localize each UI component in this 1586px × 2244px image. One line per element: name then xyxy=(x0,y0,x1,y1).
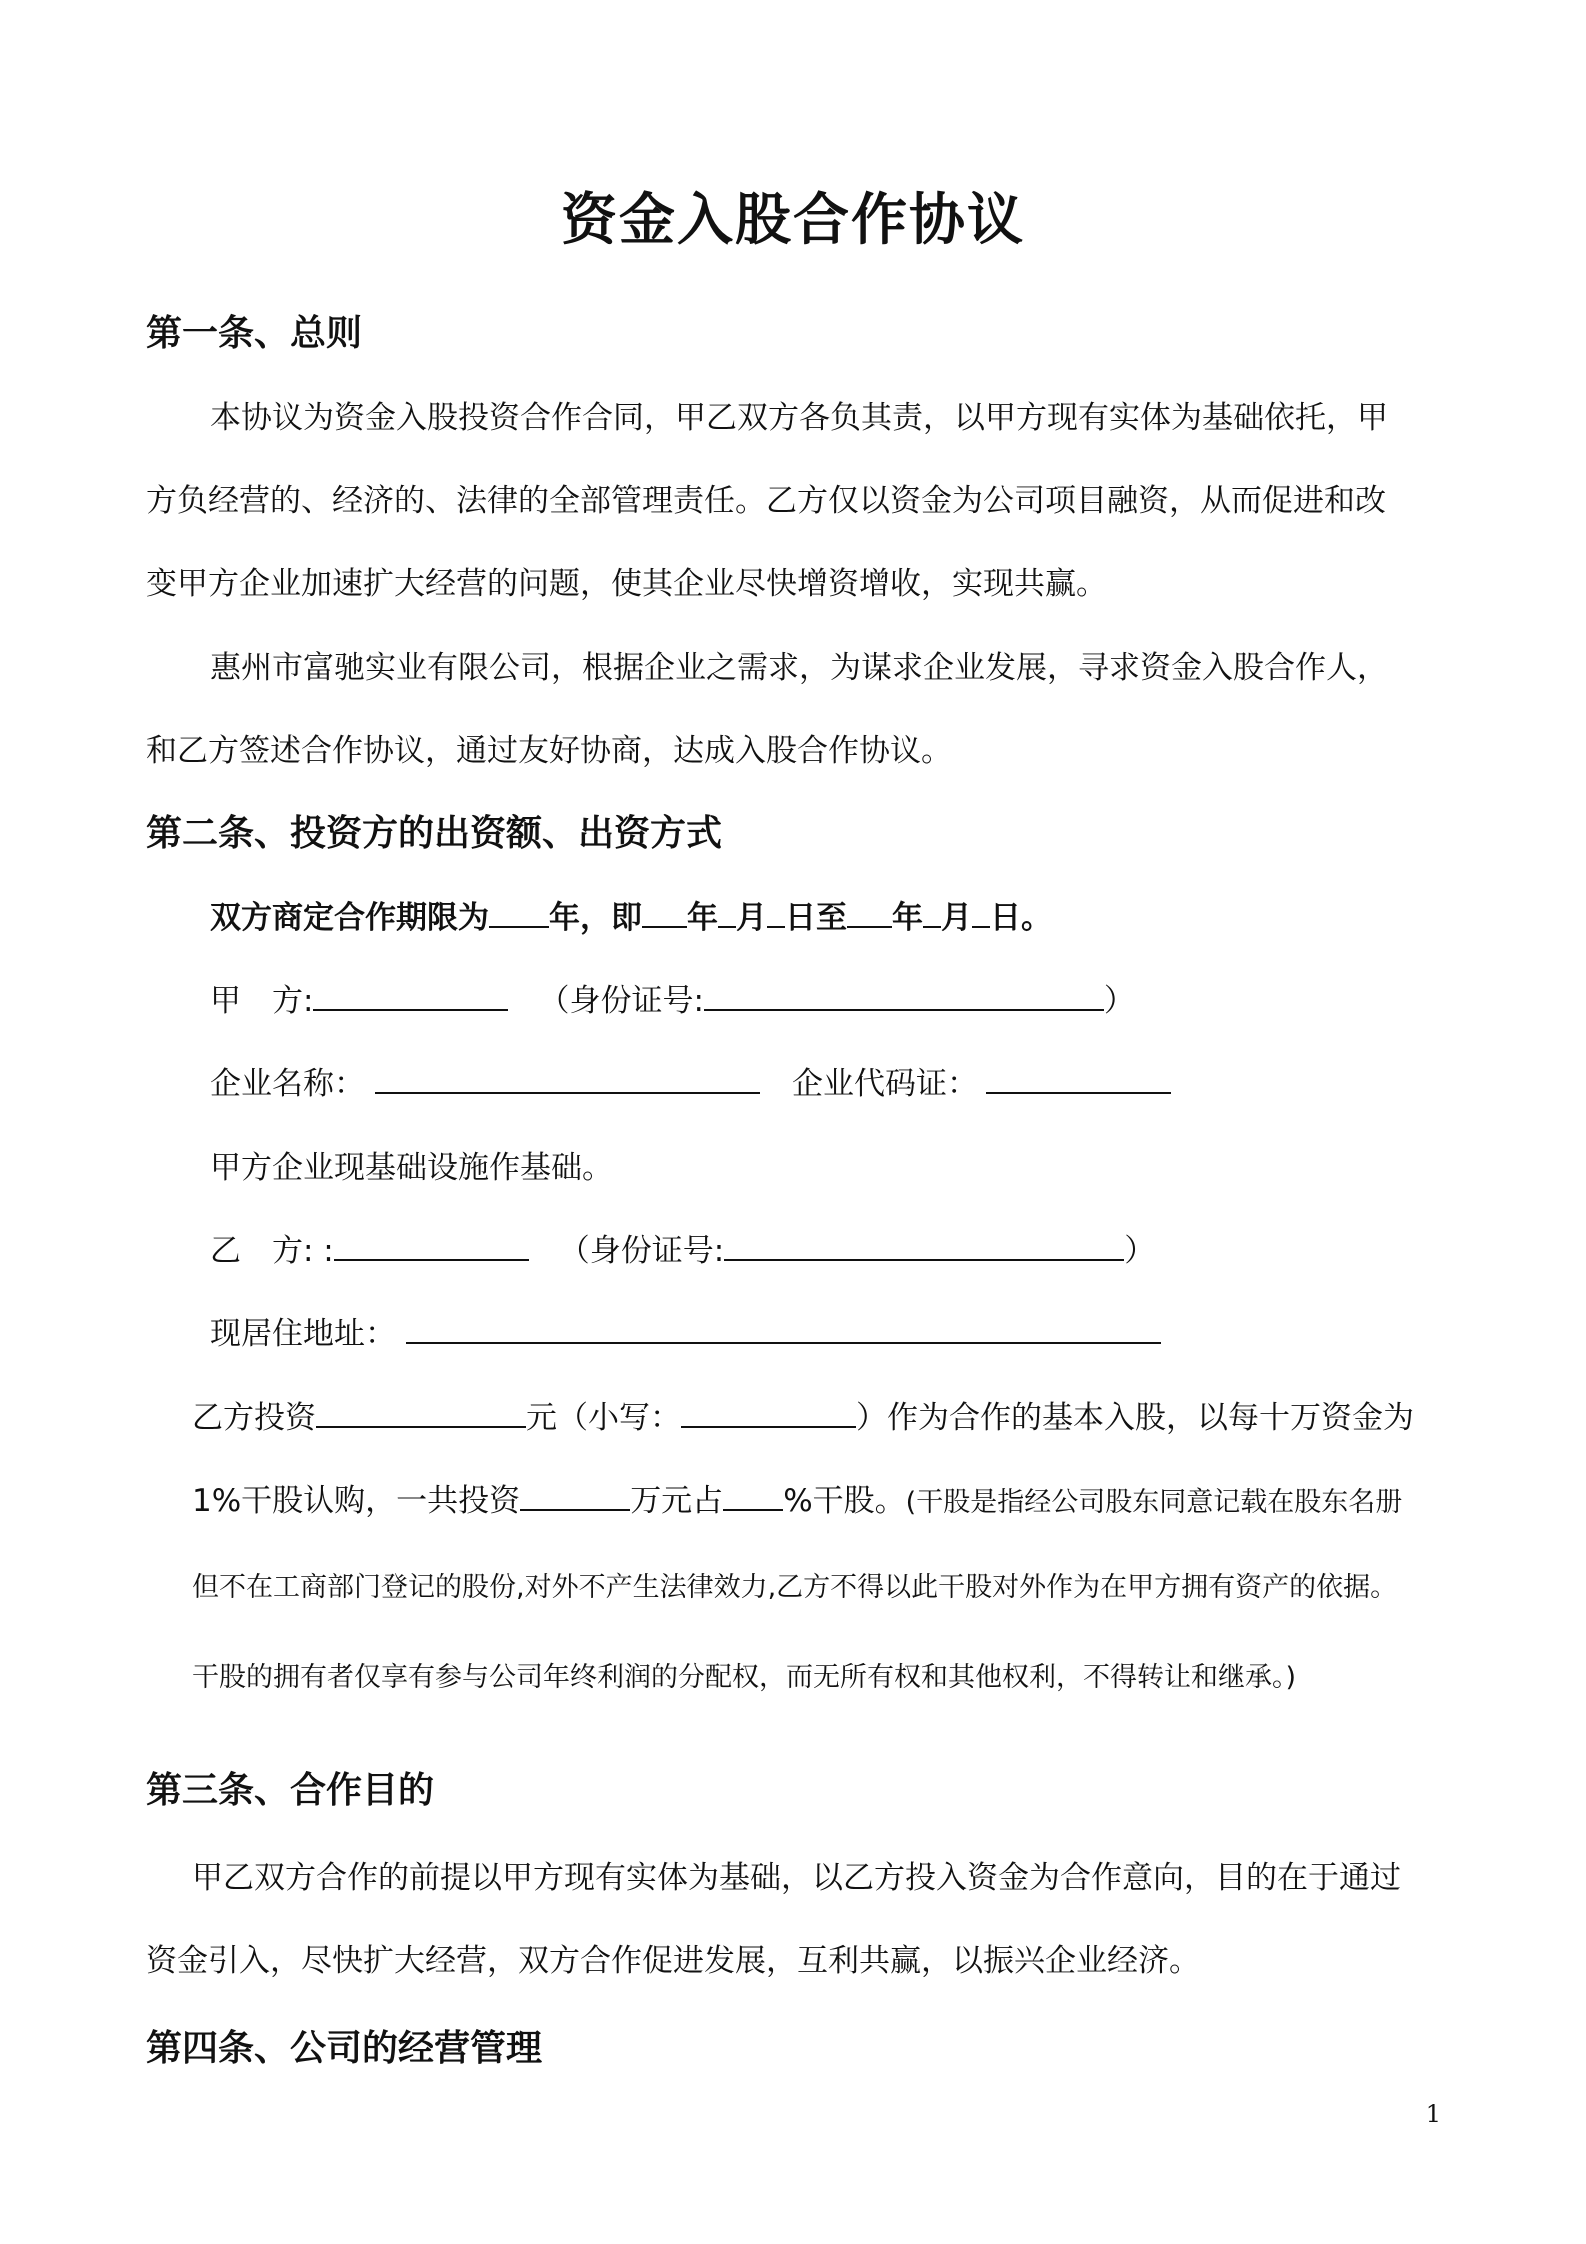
section-3-line-1: 甲乙双方合作的前提以甲方现有实体为基础，以乙方投入资金为合作意向，目的在于通过 xyxy=(192,1860,1401,1896)
invest-text-c: ）作为合作的基本入股，以每十万资金为 xyxy=(856,1400,1414,1436)
section-1-line-3: 变甲方企业加速扩大经营的问题，使其企业尽快增资增收，实现共赢。 xyxy=(146,566,1107,602)
term-line xyxy=(210,892,1052,937)
section-1-line-5: 和乙方签述合作协议，通过友好协商，达成入股合作协议。 xyxy=(146,733,952,769)
start-year-blank[interactable] xyxy=(642,898,687,928)
party-a-line xyxy=(210,975,1135,1020)
company-name-blank[interactable] xyxy=(375,1064,760,1094)
party-b-id-label: （身份证号: xyxy=(558,1233,725,1269)
term-text-g: 月 xyxy=(941,900,972,936)
section-1-line-4: 惠州市富驰实业有限公司，根据企业之需求，为谋求企业发展，寻求资金入股合作人， xyxy=(210,650,1388,686)
address-blank[interactable] xyxy=(406,1314,1161,1344)
party-a-id-blank[interactable] xyxy=(704,981,1104,1011)
party-a-id-close: ） xyxy=(1103,983,1135,1019)
term-years-blank[interactable] xyxy=(489,898,549,928)
section-1-line-2: 方负经营的、经济的、法律的全部管理责任。乙方仅以资金为公司项目融资，从而促进和改 xyxy=(146,483,1386,519)
party-a-id-label: （身份证号: xyxy=(538,983,704,1019)
company-code-blank[interactable] xyxy=(986,1064,1171,1094)
term-text-b: 年，即 xyxy=(549,900,642,936)
section-1-heading: 第一条、总则 xyxy=(146,313,363,354)
address-line xyxy=(210,1308,1161,1353)
section-4-heading: 第四条、公司的经营管理 xyxy=(146,2028,543,2069)
section-3-heading: 第三条、合作目的 xyxy=(146,1770,435,1811)
document-title: 资金入股合作协议 xyxy=(561,188,1025,253)
invest-text-b: 元（小写： xyxy=(526,1400,681,1436)
basis-line: 甲方企业现基础设施作基础。 xyxy=(210,1150,613,1186)
start-month-blank[interactable] xyxy=(718,898,736,928)
party-b-id-close: ） xyxy=(1124,1233,1156,1269)
end-day-blank[interactable] xyxy=(972,898,990,928)
invest-amount-numeric-blank[interactable] xyxy=(681,1398,856,1428)
term-text-h: 日。 xyxy=(990,900,1052,936)
end-month-blank[interactable] xyxy=(923,898,941,928)
party-a-label: 甲 方: xyxy=(210,983,314,1019)
investment-line xyxy=(192,1392,1414,1437)
invest-total-blank[interactable] xyxy=(520,1481,630,1511)
dry-share-line xyxy=(192,1475,1402,1520)
party-b-name-blank[interactable] xyxy=(334,1231,529,1261)
page-number: 1 xyxy=(1425,2100,1441,2128)
invest-text-d: 1%干股认购，一共投资 xyxy=(192,1483,521,1519)
term-text-f: 年 xyxy=(892,900,923,936)
section-2-heading: 第二条、投资方的出资额、出资方式 xyxy=(146,813,723,854)
company-line xyxy=(210,1058,1171,1103)
invest-text-e: 万元占 xyxy=(630,1483,724,1519)
end-year-blank[interactable] xyxy=(847,898,892,928)
invest-amount-blank[interactable] xyxy=(316,1398,526,1428)
term-text-c: 年 xyxy=(687,900,718,936)
invest-text-a: 乙方投资 xyxy=(192,1400,316,1436)
party-b-label: 乙 方: : xyxy=(210,1233,334,1269)
note-line-2: 干股的拥有者仅享有参与公司年终利润的分配权，而无所有权和其他权利，不得转让和继承。) xyxy=(192,1662,1297,1693)
invest-text-f: %干股。 xyxy=(783,1483,906,1519)
company-name-label: 企业名称： xyxy=(210,1066,365,1102)
note-line-1: 但不在工商部门登记的股份,对外不产生法律效力,乙方不得以此干股对外作为在甲方拥有资产的依据。 xyxy=(192,1572,1398,1603)
invest-note-start: (干股是指经公司股东同意记载在股东名册 xyxy=(905,1487,1403,1518)
share-percent-blank[interactable] xyxy=(723,1481,783,1511)
term-text-e: 日至 xyxy=(785,900,847,936)
address-label: 现居住地址： xyxy=(210,1316,396,1352)
party-b-line xyxy=(210,1225,1155,1270)
section-1-line-1: 本协议为资金入股投资合作合同，甲乙双方各负其责，以甲方现有实体为基础依托，甲 xyxy=(210,400,1388,436)
party-b-id-blank[interactable] xyxy=(724,1231,1124,1261)
section-3-line-2: 资金引入，尽快扩大经营，双方合作促进发展，互利共赢，以振兴企业经济。 xyxy=(146,1943,1200,1979)
term-text-d: 月 xyxy=(736,900,767,936)
term-text-a: 双方商定合作期限为 xyxy=(210,900,489,936)
company-code-label: 企业代码证： xyxy=(792,1066,978,1102)
party-a-name-blank[interactable] xyxy=(313,981,508,1011)
start-day-blank[interactable] xyxy=(767,898,785,928)
